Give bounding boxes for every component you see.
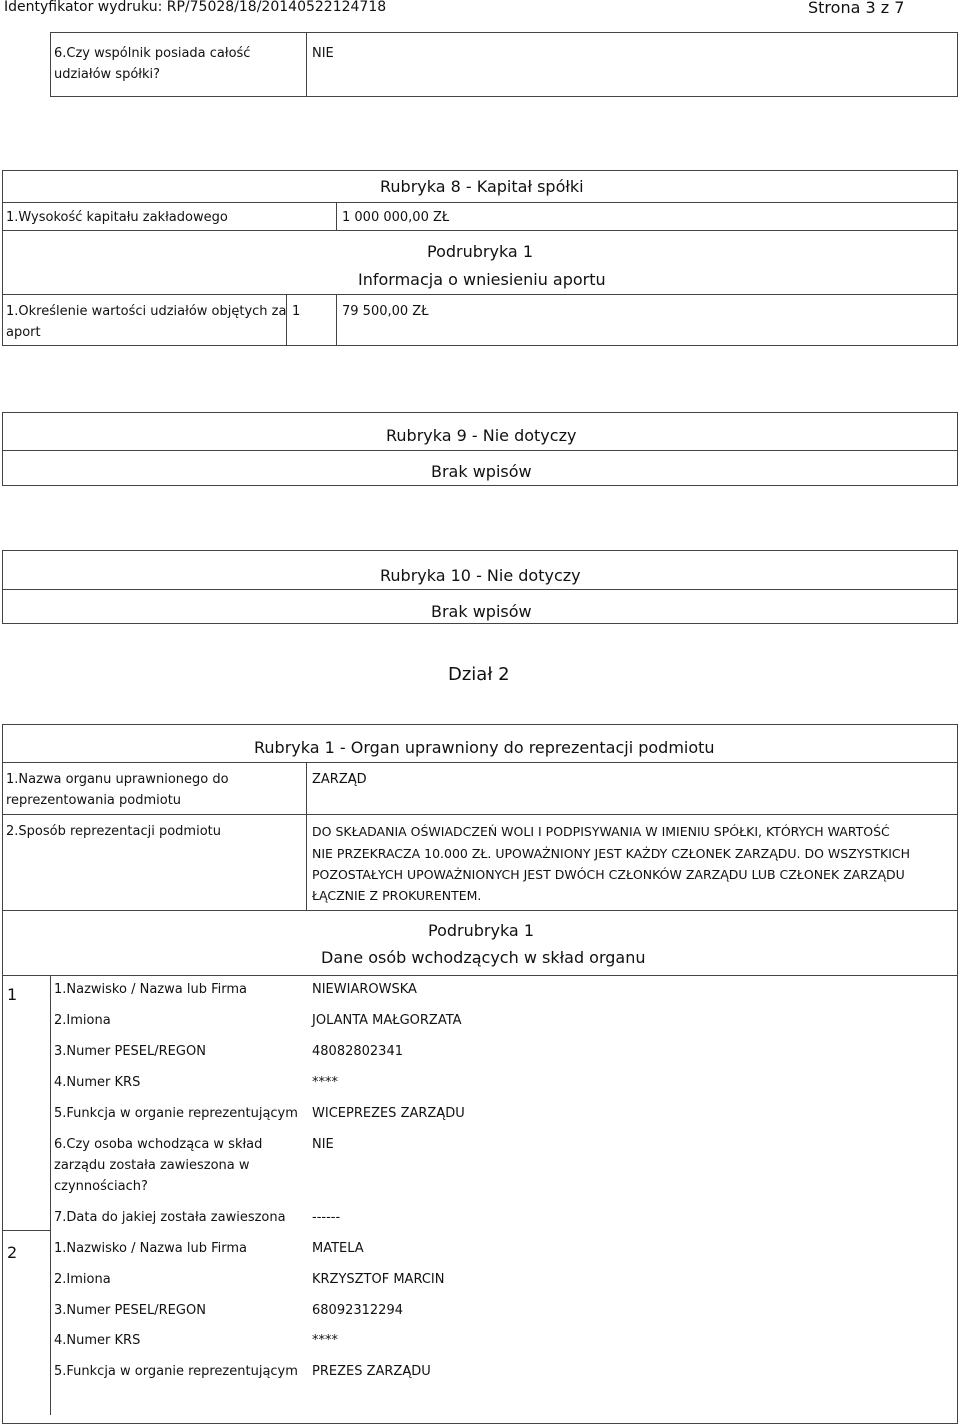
rubryka-1-title: Rubryka 1 - Organ uprawniony do reprezentacji podmiotu bbox=[254, 738, 715, 757]
person-field-label: 1.Nazwisko / Nazwa lub Firma bbox=[54, 982, 247, 997]
podrubryka-persons-title: Podrubryka 1 bbox=[428, 921, 534, 940]
rubryka-8-title: Rubryka 8 - Kapitał spółki bbox=[380, 177, 584, 196]
person-field-label: 6.Czy osoba wchodząca w skład bbox=[54, 1137, 263, 1152]
person-field-value: 48082802341 bbox=[312, 1044, 403, 1059]
shareholder-label-l2: udziałów spółki? bbox=[54, 67, 161, 82]
rubryka-9-title: Rubryka 9 - Nie dotyczy bbox=[386, 426, 577, 445]
shareholder-value: NIE bbox=[312, 46, 334, 61]
podrubryka-persons-subtitle: Dane osób wchodzących w skład organu bbox=[321, 948, 646, 967]
person-field-value: JOLANTA MAŁGORZATA bbox=[312, 1013, 462, 1028]
aport-value: 79 500,00 ZŁ bbox=[342, 304, 429, 319]
shareholder-label-l1: 6.Czy wspólnik posiada całość bbox=[54, 46, 251, 61]
person-field-value: **** bbox=[312, 1333, 338, 1348]
rubryka-10-body: Brak wpisów bbox=[431, 602, 532, 621]
representation-label: 2.Sposób reprezentacji podmiotu bbox=[6, 824, 221, 839]
person-field-value: KRZYSZTOF MARCIN bbox=[312, 1272, 445, 1287]
organ-name-label-l2: reprezentowania podmiotu bbox=[6, 793, 182, 808]
person-field-label: 4.Numer KRS bbox=[54, 1075, 141, 1090]
person-2-index: 2 bbox=[7, 1243, 18, 1262]
person-1-index: 1 bbox=[7, 985, 18, 1004]
person-field-value: NIEWIAROWSKA bbox=[312, 982, 417, 997]
dzial-title: Dział 2 bbox=[448, 664, 510, 685]
share-capital-label: 1.Wysokość kapitału zakładowego bbox=[6, 210, 228, 225]
representation-line-3: POZOSTAŁYCH UPOWAŻNIONYCH JEST DWÓCH CZŁONKÓW ZARZĄDU LUB CZŁONEK ZARZĄDU bbox=[312, 867, 905, 882]
representation-line-4: ŁĄCZNIE Z PROKURENTEM. bbox=[312, 888, 482, 903]
rubryka-10-title: Rubryka 10 - Nie dotyczy bbox=[380, 566, 581, 585]
person-field-value: WICEPREZES ZARZĄDU bbox=[312, 1106, 465, 1121]
shareholder-box bbox=[50, 32, 958, 97]
page-number: Strona 3 z 7 bbox=[808, 0, 905, 17]
person-field-value: ------ bbox=[312, 1210, 341, 1225]
person-field-label: 3.Numer PESEL/REGON bbox=[54, 1044, 206, 1059]
person-field-label: 1.Nazwisko / Nazwa lub Firma bbox=[54, 1241, 247, 1256]
podrubryka-aport-title: Podrubryka 1 bbox=[427, 242, 533, 261]
podrubryka-aport-subtitle: Informacja o wniesieniu aportu bbox=[358, 270, 606, 289]
person-field-label: 7.Data do jakiej została zawieszona bbox=[54, 1210, 286, 1225]
person-field-label: 5.Funkcja w organie reprezentującym bbox=[54, 1106, 298, 1121]
person-field-label: 2.Imiona bbox=[54, 1013, 111, 1028]
person-field-value: **** bbox=[312, 1075, 338, 1090]
aport-label-l2: aport bbox=[6, 325, 41, 340]
person-field-label: 4.Numer KRS bbox=[54, 1333, 141, 1348]
print-identifier: Identyfikator wydruku: RP/75028/18/20140522124718 bbox=[4, 0, 387, 15]
person-field-value: PREZES ZARZĄDU bbox=[312, 1364, 431, 1379]
organ-name-label-l1: 1.Nazwa organu uprawnionego do bbox=[6, 772, 229, 787]
person-field-label: 3.Numer PESEL/REGON bbox=[54, 1303, 206, 1318]
organ-name-value: ZARZĄD bbox=[312, 772, 367, 787]
person-field-label: 5.Funkcja w organie reprezentującym bbox=[54, 1364, 298, 1379]
share-capital-value: 1 000 000,00 ZŁ bbox=[342, 210, 450, 225]
person-field-label: 2.Imiona bbox=[54, 1272, 111, 1287]
person-field-label: zarządu została zawieszona w bbox=[54, 1158, 250, 1173]
representation-line-2: NIE PRZEKRACZA 10.000 ZŁ. UPOWAŻNIONY JEST KAŻDY CZŁONEK ZARZĄDU. DO WSZYSTKICH bbox=[312, 846, 911, 861]
person-field-value: MATELA bbox=[312, 1241, 364, 1256]
rubryka-9-body: Brak wpisów bbox=[431, 462, 532, 481]
representation-line-1: DO SKŁADANIA OŚWIADCZEŃ WOLI I PODPISYWANIA W IMIENIU SPÓŁKI, KTÓRYCH WARTOŚĆ bbox=[312, 824, 890, 839]
person-field-value: 68092312294 bbox=[312, 1303, 403, 1318]
aport-label-l1: 1.Określenie wartości udziałów objętych za bbox=[6, 304, 287, 319]
person-field-label: czynnościach? bbox=[54, 1179, 148, 1194]
aport-index: 1 bbox=[292, 304, 301, 319]
person-field-value: NIE bbox=[312, 1137, 334, 1152]
